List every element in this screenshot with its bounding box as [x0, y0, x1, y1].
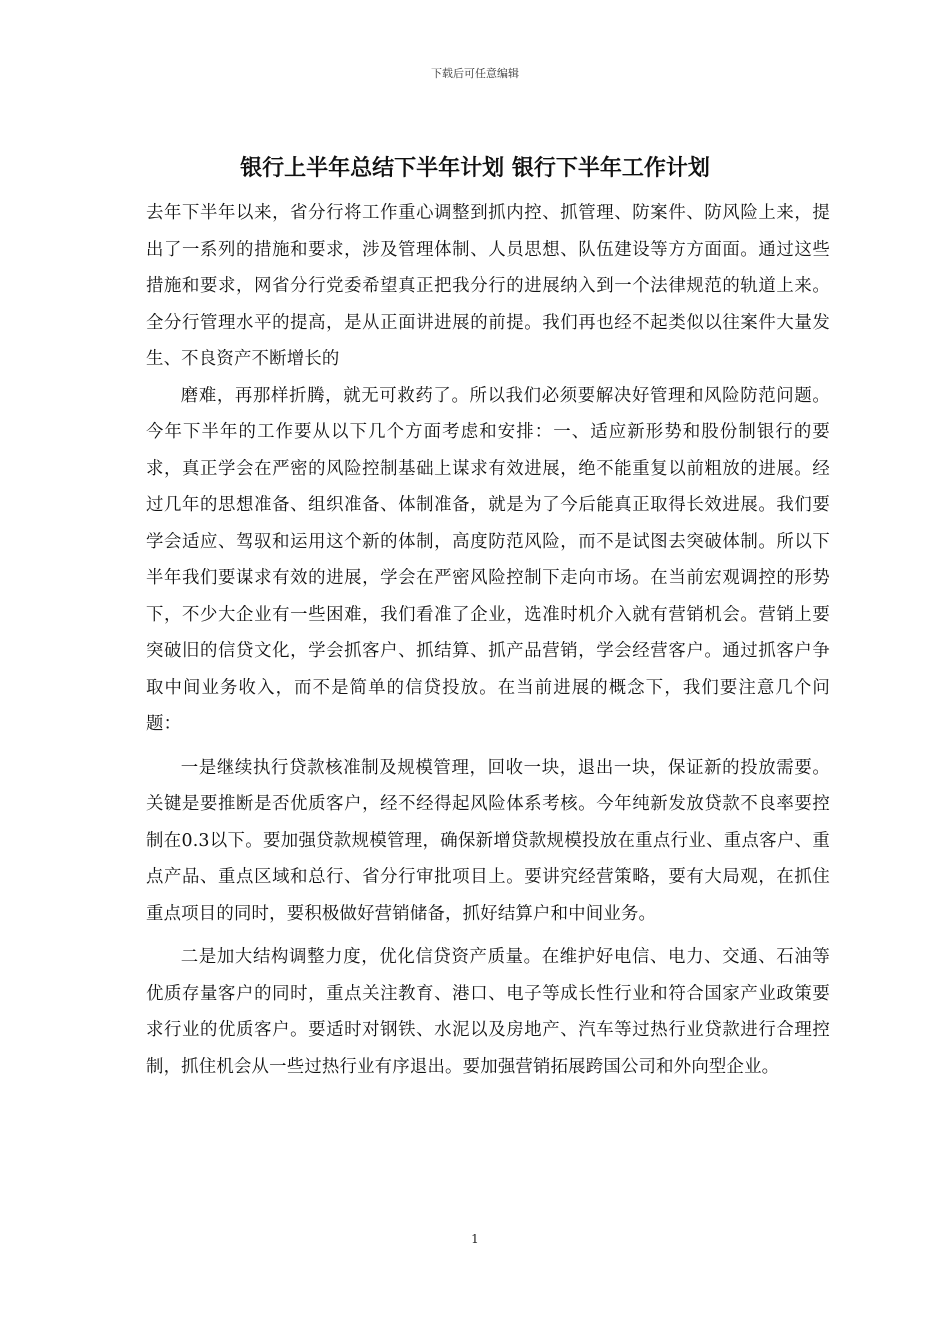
paragraph-4: 二是加大结构调整力度，优化信贷资产质量。在维护好电信、电力、交通、石油等优质存量客户的同时，重点关注教育、港口、电子等成长性行业和符合国家产业政策要求行业的优质客户。要适时对钢铁、水泥以及房地产、汽车等过热行业贷款进行合理控制，抓住机会从一些过热行业有序退出。要加强营销拓展跨国公司和外向型企业。	[146, 947, 830, 1077]
document-body	[146, 195, 830, 1085]
document-title: 银行上半年总结下半年计划 银行下半年工作计划	[240, 156, 710, 181]
paragraph-2: 磨难，再那样折腾，就无可救药了。所以我们必须要解决好管理和风险防范问题。今年下半年的工作要从以下几个方面考虑和安排：一、适应新形势和股份制银行的要求，真正学会在严密的风险控制基础上谋求有效进展，绝不能重复以前粗放的进展。经过几年的思想准备、组织准备、体制准备，就是为了今后能真正取得长效进展。我们要学会适应、驾驭和运用这个新的体制，高度防范风险，而不是试图去突破体制。所以下半年我们要谋求有效的进展，学会在严密风险控制下走向市场。在当前宏观调控的形势下，不少大企业有一些困难，我们看准了企业，选准时机介入就有营销机会。营销上要突破旧的信贷文化，学会抓客户、抓结算、抓产品营销，学会经营客户。通过抓客户争取中间业务收入，而不是简单的信贷投放。在当前进展的概念下，我们要注意几个问题：	[146, 385, 830, 734]
paragraph-3: 一是继续执行贷款核准制及规模管理，回收一块，退出一块，保证新的投放需要。关键是要推断是否优质客户，经不经得起风险体系考核。今年纯新发放贷款不良率要控制在0.3以下。要加强贷款规模管理，确保新增贷款规模投放在重点行业、重点客户、重点产品、重点区域和总行、省分行审批项目上。要讲究经营策略，要有大局观，在抓住重点项目的同时，要积极做好营销储备，抓好结算户和中间业务。	[146, 757, 830, 924]
header-note: 下载后可任意编辑	[431, 67, 519, 80]
page-number: 1	[471, 1232, 479, 1246]
paragraph-1: 去年下半年以来，省分行将工作重心调整到抓内控、抓管理、防案件、防风险上来，提出了一系列的措施和要求，涉及管理体制、人员思想、队伍建设等方方面面。通过这些措施和要求，网省分行党委希望真正把我分行的进展纳入到一个法律规范的轨道上来。全分行管理水平的提高，是从正面讲进展的前提。我们再也经不起类似以往案件大量发生、不良资产不断增长的	[146, 203, 830, 369]
